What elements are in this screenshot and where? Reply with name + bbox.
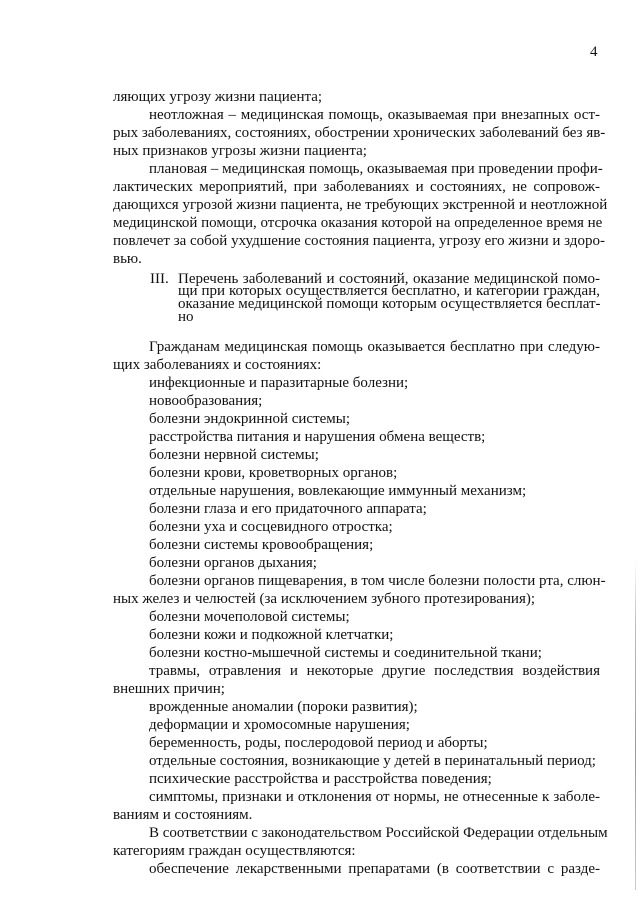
- text-line: щих заболеваниях и состояниях:: [113, 357, 322, 373]
- text-line: отдельные состояния, возникающие у детей в перинатальный период;: [149, 753, 596, 769]
- text-line: болезни уха и сосцевидного отростка;: [149, 519, 393, 535]
- text-line: отдельные нарушения, вовлекающие иммунный механизм;: [149, 483, 527, 499]
- scan-edge-mark: [635, 560, 636, 890]
- heading-line: оказание медицинской помощи которым осуществляется бесплат-: [178, 296, 601, 312]
- text-line: повлечет за собой ухудшение состояния пациента, угрозу его жизни и здоро-: [113, 233, 605, 249]
- text-line: В соответствии с законодательством Российской Федерации отдельным: [149, 825, 608, 841]
- text-line: ных признаков угрозы жизни пациента;: [113, 143, 367, 159]
- text-line: болезни мочеполовой системы;: [149, 609, 350, 625]
- page-number: 4: [590, 44, 598, 60]
- text-line: новообразования;: [149, 393, 263, 409]
- text-line: внешних причин;: [113, 681, 225, 697]
- section-number: III.: [150, 271, 169, 287]
- text-line: беременность, роды, послеродовой период и аборты;: [149, 735, 488, 751]
- text-line: вью.: [113, 251, 142, 267]
- text-line: плановая – медицинская помощь, оказываемая при проведении профи-: [149, 161, 603, 177]
- text-line: болезни органов пищеварения, в том числе болезни полости рта, слюн-: [149, 573, 606, 589]
- text-line: болезни системы кровообращения;: [149, 537, 374, 553]
- text-line: психические расстройства и расстройства поведения;: [149, 771, 492, 787]
- text-line: Гражданам медицинская помощь оказывается бесплатно при следую-: [149, 339, 600, 355]
- text-line: болезни крови, кроветворных органов;: [149, 465, 398, 481]
- text-line: врожденные аномалии (пороки развития);: [149, 699, 418, 715]
- text-line: болезни кожи и подкожной клетчатки;: [149, 627, 394, 643]
- text-line: неотложная – медицинская помощь, оказываемая при внезапных ост-: [149, 107, 600, 123]
- text-line: болезни костно-мышечной системы и соединительной ткани;: [149, 645, 542, 661]
- text-line: болезни органов дыхания;: [149, 555, 317, 571]
- text-line: болезни эндокринной системы;: [149, 411, 351, 427]
- text-line: ваниям и состояниям.: [113, 807, 253, 823]
- text-line: травмы, отравления и некоторые другие последствия воздействия: [149, 663, 600, 679]
- text-line: симптомы, признаки и отклонения от нормы, не отнесенные к заболе-: [149, 789, 600, 805]
- text-line: рых заболеваниях, состояниях, обострении хронических заболеваний без яв-: [113, 125, 606, 141]
- text-line: инфекционные и паразитарные болезни;: [149, 375, 409, 391]
- text-line: лактических мероприятий, при заболеваниях и состояниях, не сопровож-: [113, 179, 600, 195]
- heading-line: Перечень заболеваний и состояний, оказание медицинской помо-: [178, 271, 600, 287]
- text-line: болезни нервной системы;: [149, 447, 319, 463]
- text-line: расстройства питания и нарушения обмена веществ;: [149, 429, 486, 445]
- text-line: деформации и хромосомные нарушения;: [149, 717, 410, 733]
- text-line: болезни глаза и его придаточного аппарата;: [149, 501, 427, 517]
- heading-line: но: [178, 309, 194, 325]
- heading-line: щи при которых осуществляется бесплатно, и категории граждан,: [178, 283, 600, 299]
- text-line: медицинской помощи, отсрочка оказания которой на определенное время не: [113, 215, 603, 231]
- text-line: обеспечение лекарственными препаратами (в соответствии с разде-: [149, 861, 600, 877]
- text-line: ных желез и челюстей (за исключением зубного протезирования);: [113, 591, 536, 607]
- text-line: дающихся угрозой жизни пациента, не требующих экстренной и неотложной: [113, 197, 608, 213]
- text-line: ляющих угрозу жизни пациента;: [113, 89, 323, 105]
- text-line: категориям граждан осуществляются:: [113, 843, 356, 859]
